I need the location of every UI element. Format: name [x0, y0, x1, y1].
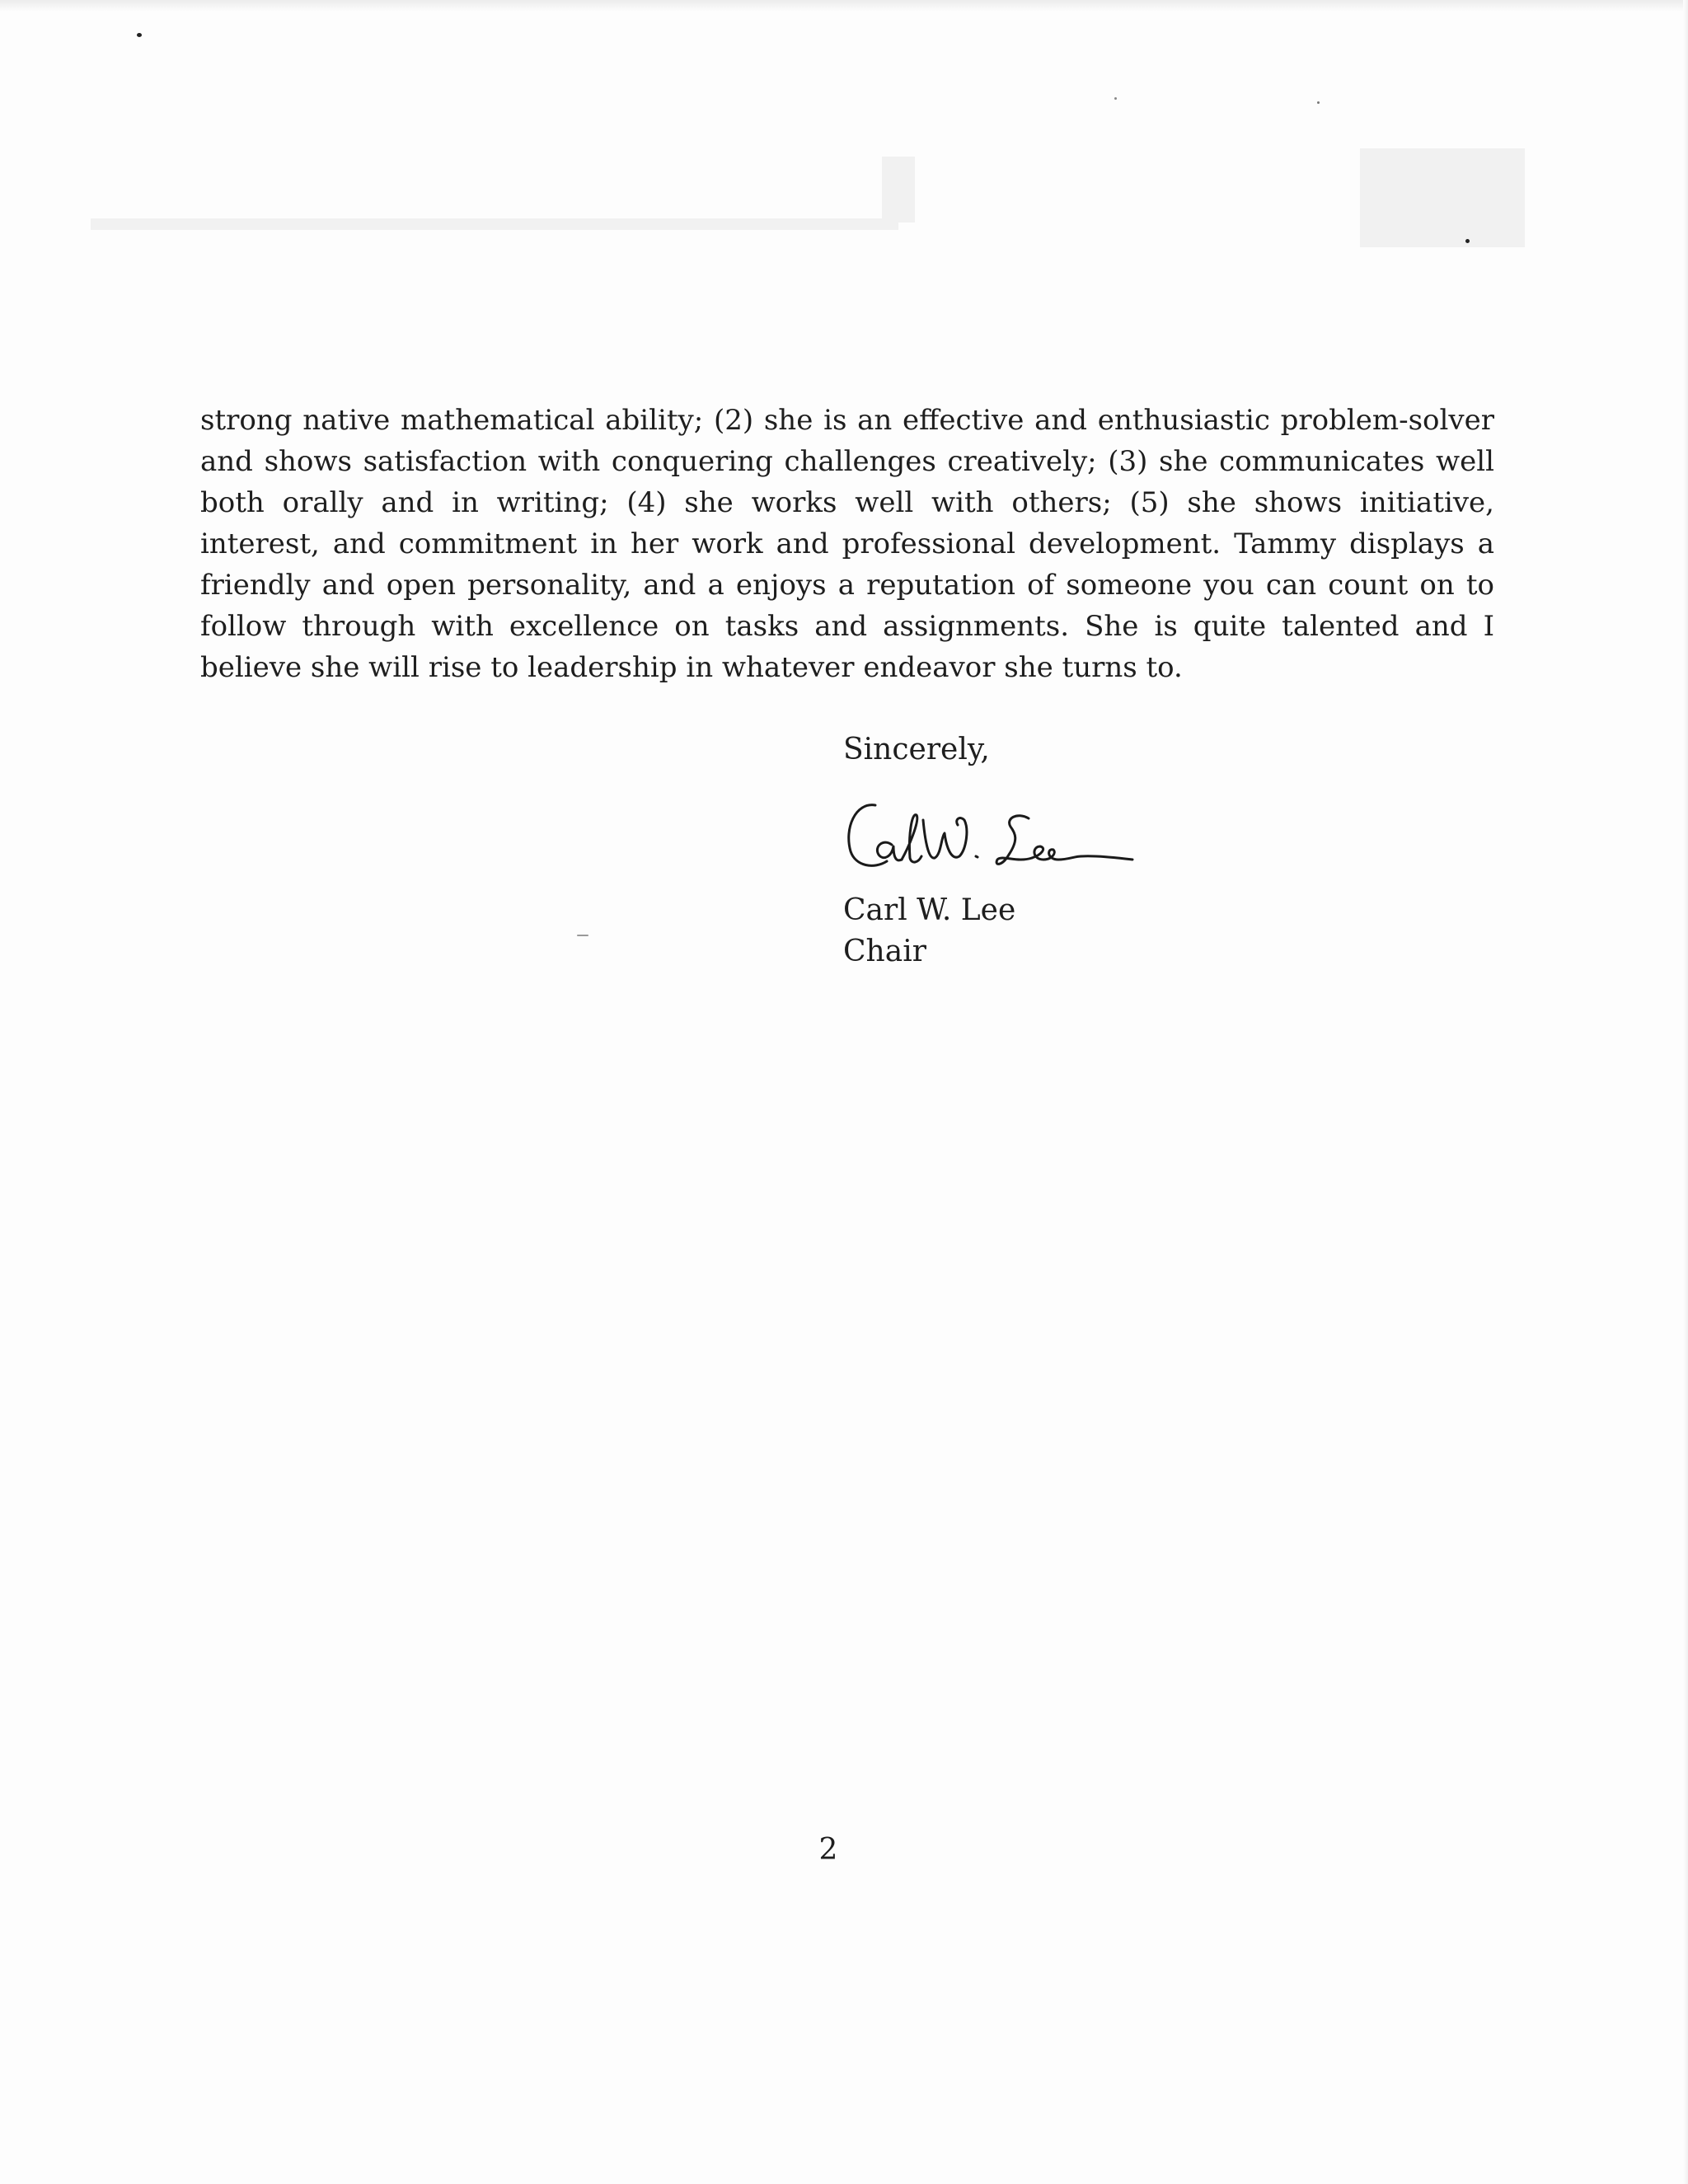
- letter-body-paragraph: strong native mathematical ability; (2) she is an effective and enthusiastic problem-solver and shows satisfaction with conquering challenges creatively; (3) she communicates well both orally and in writing; (4) she works well with others; (5) she shows initiative, interest, and commitment in her work and professional development. Tammy displays a friendly and open personality, and a enjoys a reputation of someone you can count on to follow through with excellence on tasks and assignments. She is quite talented and I believe she will rise to leadership in whatever endeavor she turns to.: [200, 404, 1494, 684]
- faint-letterhead-bleedthrough: [91, 140, 1541, 264]
- scan-top-edge: [0, 0, 1688, 12]
- handwritten-signature: [841, 787, 1137, 886]
- scan-speck: [577, 935, 588, 936]
- page-number: 2: [818, 1833, 838, 1867]
- scan-speck: [137, 33, 142, 37]
- scan-right-edge: [1683, 0, 1688, 2184]
- signer-name: Carl W. Lee: [843, 893, 1016, 927]
- letter-closing: Sincerely,: [843, 733, 990, 766]
- signer-title: Chair: [843, 935, 926, 968]
- scan-speck: [1317, 101, 1320, 104]
- scan-speck: [1465, 239, 1470, 243]
- scan-speck: [1114, 97, 1117, 100]
